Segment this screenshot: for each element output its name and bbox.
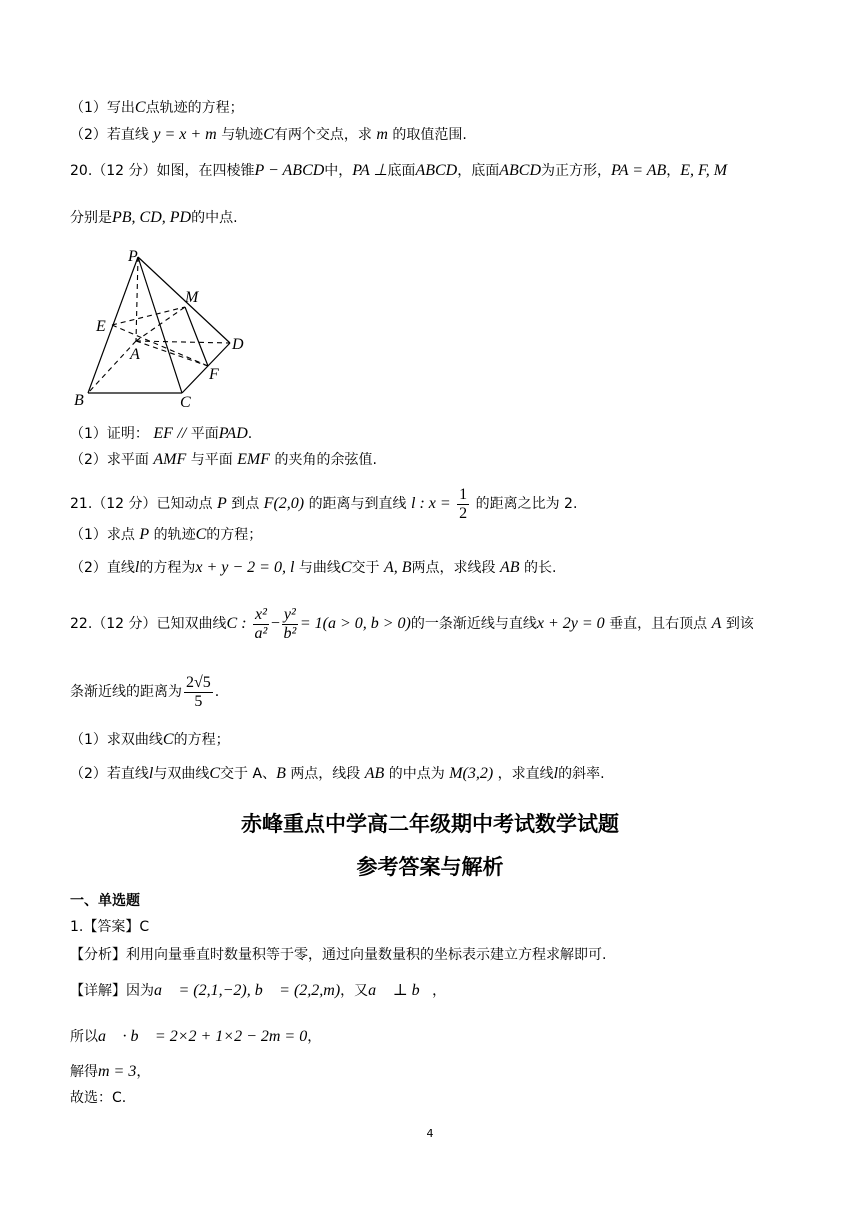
answer-title: 赤峰重点中学高二年级期中考试数学试题 <box>241 812 619 836</box>
choice-line: 故选：C. <box>70 1090 127 1106</box>
label-a: A <box>130 346 140 363</box>
q20-part1: （1）证明： EF // 平面PAD. <box>70 425 253 442</box>
label-f: F <box>209 366 219 383</box>
dot-product-line: 所以a⃗ · b⃗ = 2×2 + 1×2 − 2m = 0， <box>70 1028 322 1045</box>
edge-pa <box>136 257 138 341</box>
label-m: M <box>185 289 199 306</box>
fraction-y2-b2: $\frac{\text{y²}}{\text{b²}}$ <box>283 605 297 642</box>
label-c: C <box>180 394 191 411</box>
pyramid-figure <box>70 245 260 415</box>
q19-part2: （2）若直线 y = x + m 与轨迹C有两个交点，求 m 的取值范围. <box>70 126 467 143</box>
q21-stem: 21.（12 分）已知动点 P 到点 F(2,0) 的距离与到直线 l : x = $\frac{1}{2}$ 的距离之比为 2. <box>70 485 578 522</box>
edge-ad <box>136 341 230 343</box>
q21-part2: （2）直线l的方程为x + y − 2 = 0, l 与曲线C交于 A, B两点，求线段 AB 的长. <box>70 559 557 576</box>
segment-am <box>136 307 185 341</box>
q20-stem-line2: 分别是PB, CD, PD的中点. <box>70 209 238 226</box>
label-e: E <box>96 318 106 335</box>
q22-part1: （1）求双曲线C的方程； <box>70 731 230 748</box>
label-b: B <box>74 392 84 409</box>
page-number: 4 <box>426 1127 434 1140</box>
section-heading: 一、单选题 <box>70 893 140 909</box>
q19-part1: （1）写出C点轨迹的方程； <box>70 99 244 116</box>
detail-line: 【详解】因为a⃗ = (2,1,−2), b⃗ = (2,2,m)，又a⃗ ⊥ b⃗， <box>70 982 447 999</box>
fraction-x2-a2: $\frac{\text{x²}}{\text{a²}}$ <box>254 605 268 642</box>
answer-1: 1.【答案】C <box>70 919 150 935</box>
q21-part1: （1）求点 P 的轨迹C的方程； <box>70 526 263 543</box>
segment-em <box>112 307 185 325</box>
label-p: P <box>128 248 138 265</box>
label-d: D <box>232 336 244 353</box>
q22-stem: 22.（12 分）已知双曲线C : $\frac{\text{x²}}{\text{a²}}$ − $\frac{\text{y²}}{\text{b²}}$ = 1(a > 0, b > 0)的一条渐近线与直线x + 2y = 0 垂直，且右顶点 A 到该 <box>70 605 754 642</box>
fraction-distance: $\frac{2√5}{5}$ <box>186 673 211 710</box>
analysis-text: 【分析】利用向量垂直时数量积等于零，通过向量数量积的坐标表示建立方程求解即可. <box>70 947 607 963</box>
q20-part2: （2）求平面 AMF 与平面 EMF 的夹角的余弦值. <box>70 451 377 468</box>
fraction-one-half: $\frac{1}{2}$ <box>459 485 468 522</box>
edge-cd <box>182 343 230 393</box>
q22-part2: （2）若直线l与双曲线C交于 A、B 两点，线段 AB 的中点为 M(3,2) ，求直线l的斜率. <box>70 765 605 782</box>
solve-line: 解得m = 3， <box>70 1063 151 1080</box>
answer-subtitle: 参考答案与解析 <box>356 855 504 879</box>
segment-ef <box>112 325 208 366</box>
edge-ab <box>88 341 136 393</box>
q20-stem: 20.（12 分）如图，在四棱锥P − ABCD中，PA ⊥底面ABCD，底面ABCD为正方形，PA = AB，E, F, M <box>70 162 728 179</box>
q22-stem-line2: 条渐近线的距离为 $\frac{2√5}{5}$ . <box>70 673 220 710</box>
